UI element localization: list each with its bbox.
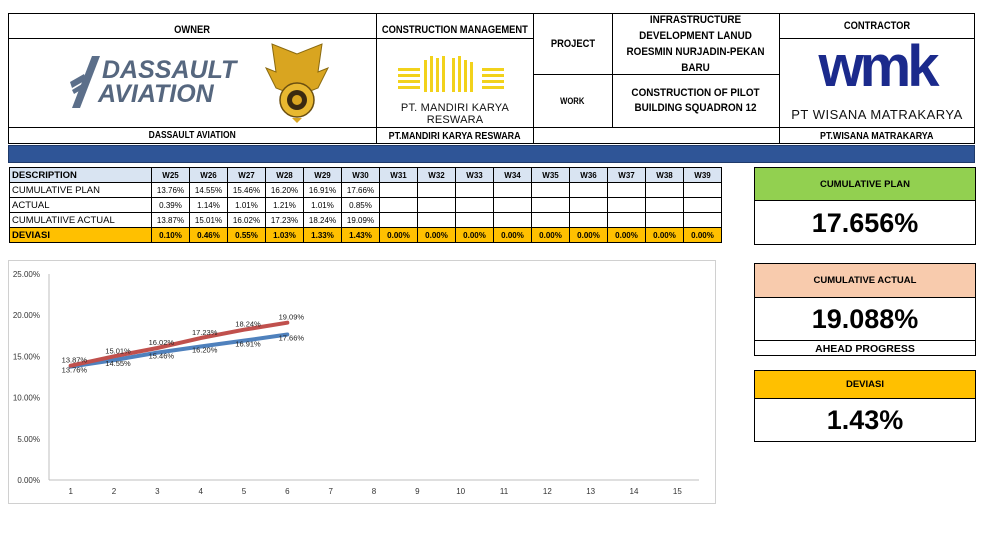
y-tick-label: 5.00%	[17, 434, 40, 444]
owner-label: OWNER	[174, 24, 210, 36]
owner-name: DASSAULT AVIATION	[148, 130, 236, 141]
kpi-plan-label: CUMULATIVE PLAN	[755, 168, 975, 201]
table-cell: 0.00%	[532, 228, 570, 243]
week-header: W27	[228, 168, 266, 183]
table-cell: 0.10%	[152, 228, 190, 243]
x-tick-label: 3	[155, 487, 160, 496]
table-cell: 1.33%	[304, 228, 342, 243]
table-cell	[456, 198, 494, 213]
desc-header: DESCRIPTION	[10, 168, 152, 183]
table-cell	[608, 183, 646, 198]
table-cell: 14.55%	[190, 183, 228, 198]
table-cell	[608, 213, 646, 228]
table-cell	[418, 213, 456, 228]
week-header: W29	[304, 168, 342, 183]
table-cell: 13.87%	[152, 213, 190, 228]
data-label: 13.87%	[61, 355, 88, 365]
dassault-logo: DASSAULT AVIATION	[60, 52, 250, 114]
data-label: 13.76%	[61, 365, 88, 375]
table-cell	[456, 213, 494, 228]
table-cell: 1.14%	[190, 198, 228, 213]
table-cell	[570, 183, 608, 198]
x-tick-label: 8	[371, 487, 377, 496]
x-tick-label: 4	[198, 487, 203, 496]
table-cell: 0.00%	[418, 228, 456, 243]
table-cell: 0.00%	[380, 228, 418, 243]
table-cell	[608, 198, 646, 213]
table-cell: 16.02%	[228, 213, 266, 228]
data-label: 15.46%	[148, 351, 175, 361]
x-tick-label: 1	[68, 487, 73, 496]
table-row	[10, 183, 722, 198]
kpi-deviasi-value: 1.43%	[826, 405, 904, 435]
contractor-name: PT.WISANA MATRAKARYA	[820, 130, 934, 142]
data-label: 16.02%	[148, 337, 175, 347]
table-cell: 1.01%	[228, 198, 266, 213]
x-tick-label: 11	[499, 487, 509, 496]
week-header: W39	[684, 168, 722, 183]
table-cell: 0.00%	[684, 228, 722, 243]
table-cell	[684, 198, 722, 213]
week-header: W35	[532, 168, 570, 183]
table-cell	[380, 198, 418, 213]
table-cell	[456, 183, 494, 198]
table-cell: 16.20%	[266, 183, 304, 198]
table-cell	[684, 183, 722, 198]
table-cell: 17.23%	[266, 213, 304, 228]
table-cell: 17.66%	[342, 183, 380, 198]
work-value: CONSTRUCTION OF PILOT BUILDING SQUADRON 12	[631, 87, 760, 114]
table-cell	[418, 198, 456, 213]
kpi-deviasi-label: DEVIASI	[755, 371, 975, 399]
data-label: 15.01%	[105, 346, 131, 356]
table-cell	[494, 198, 532, 213]
project-label: PROJECT	[550, 37, 595, 50]
kpi-cumulative-actual	[754, 263, 976, 356]
data-label: 17.66%	[278, 333, 305, 343]
data-label: 16.91%	[235, 339, 261, 349]
contractor-logo: wmk PT WISANA MATRAKARYA	[791, 34, 963, 122]
contractor-label: CONTRACTOR	[843, 19, 911, 32]
table-cell: 1.01%	[304, 198, 342, 213]
week-header: W38	[646, 168, 684, 183]
cm-name: PT.MANDIRI KARYA RESWARA	[388, 130, 521, 142]
table-cell	[494, 183, 532, 198]
mandiri-bars-icon	[378, 46, 532, 100]
cm-label: CONSTRUCTION MANAGEMENT	[381, 24, 528, 36]
table-cell	[418, 183, 456, 198]
week-header: W33	[456, 168, 494, 183]
week-header: W31	[380, 168, 418, 183]
week-header: W36	[570, 168, 608, 183]
x-tick-label: 7	[328, 487, 333, 496]
table-cell	[570, 213, 608, 228]
progress-table	[9, 167, 722, 243]
data-label: 16.20%	[191, 345, 218, 355]
table-cell: 0.00%	[456, 228, 494, 243]
table-cell: 18.24%	[304, 213, 342, 228]
table-cell	[532, 213, 570, 228]
table-cell	[532, 198, 570, 213]
x-tick-label: 2	[111, 487, 117, 496]
x-tick-label: 14	[629, 487, 639, 496]
table-cell: 1.03%	[266, 228, 304, 243]
progress-chart	[8, 260, 716, 504]
table-cell	[532, 183, 570, 198]
table-cell: 16.91%	[304, 183, 342, 198]
table-cell: 0.55%	[228, 228, 266, 243]
x-tick-label: 13	[586, 487, 596, 496]
x-tick-label: 9	[415, 487, 420, 496]
table-cell	[684, 213, 722, 228]
kpi-plan-value: 17.656%	[811, 207, 919, 238]
table-cell	[570, 198, 608, 213]
row-label: DEVIASI	[10, 228, 152, 243]
week-header: W37	[608, 168, 646, 183]
week-header: W34	[494, 168, 532, 183]
table-cell: 0.39%	[152, 198, 190, 213]
data-label: 14.55%	[105, 359, 131, 369]
table-row	[10, 228, 722, 243]
x-tick-label: 5	[241, 487, 247, 496]
kpi-cumulative-plan	[754, 167, 976, 245]
week-header: W30	[342, 168, 380, 183]
table-cell: 19.09%	[342, 213, 380, 228]
y-tick-label: 0.00%	[17, 476, 40, 485]
table-cell: 0.85%	[342, 198, 380, 213]
table-cell	[380, 183, 418, 198]
data-label: 18.24%	[235, 319, 261, 329]
cm-logo: PT. MANDIRI KARYA RESWARA	[378, 46, 532, 122]
table-cell	[646, 183, 684, 198]
table-cell: 15.01%	[190, 213, 228, 228]
y-tick-label: 20.00%	[12, 311, 40, 321]
row-label: CUMULATIVE PLAN	[10, 183, 152, 198]
week-header: W32	[418, 168, 456, 183]
project-value: INFRASTRUCTURE DEVELOPMENT LANUD ROESMIN NURJADIN-PEKAN BARU	[626, 14, 765, 74]
kpi-actual-value: 19.088%	[755, 298, 975, 341]
table-cell: 0.00%	[494, 228, 532, 243]
week-header: W28	[266, 168, 304, 183]
y-tick-label: 15.00%	[12, 352, 40, 362]
kpi-actual-label: CUMULATIVE ACTUAL	[755, 264, 975, 298]
y-tick-label: 25.00%	[12, 270, 40, 279]
table-cell	[646, 213, 684, 228]
table-cell: 15.46%	[228, 183, 266, 198]
air-force-emblem	[262, 42, 332, 124]
x-tick-label: 15	[672, 487, 682, 496]
kpi-deviasi	[754, 370, 976, 442]
work-label: WORK	[560, 96, 585, 106]
table-cell: 0.46%	[190, 228, 228, 243]
kpi-status: AHEAD PROGRESS	[815, 343, 915, 355]
week-header: W26	[190, 168, 228, 183]
table-cell: 0.00%	[646, 228, 684, 243]
section-divider-bar	[8, 145, 975, 163]
table-cell: 1.43%	[342, 228, 380, 243]
y-tick-label: 10.00%	[12, 393, 40, 403]
eagle-emblem-icon	[262, 42, 332, 124]
table-row	[10, 213, 722, 228]
table-cell: 0.00%	[570, 228, 608, 243]
week-header: W25	[152, 168, 190, 183]
table-cell: 13.76%	[152, 183, 190, 198]
table-row	[10, 198, 722, 213]
row-label: ACTUAL	[10, 198, 152, 213]
x-tick-label: 12	[542, 487, 552, 496]
table-cell: 1.21%	[266, 198, 304, 213]
data-label: 17.23%	[191, 328, 218, 338]
table-cell: 0.00%	[608, 228, 646, 243]
table-cell	[380, 213, 418, 228]
table-header-row	[10, 168, 722, 183]
table-cell	[646, 198, 684, 213]
chart-svg	[9, 261, 715, 503]
row-label: CUMULATIIVE ACTUAL	[10, 213, 152, 228]
data-label: 19.09%	[278, 312, 305, 322]
table-cell	[494, 213, 532, 228]
x-tick-label: 6	[285, 487, 290, 496]
x-tick-label: 10	[456, 487, 466, 496]
